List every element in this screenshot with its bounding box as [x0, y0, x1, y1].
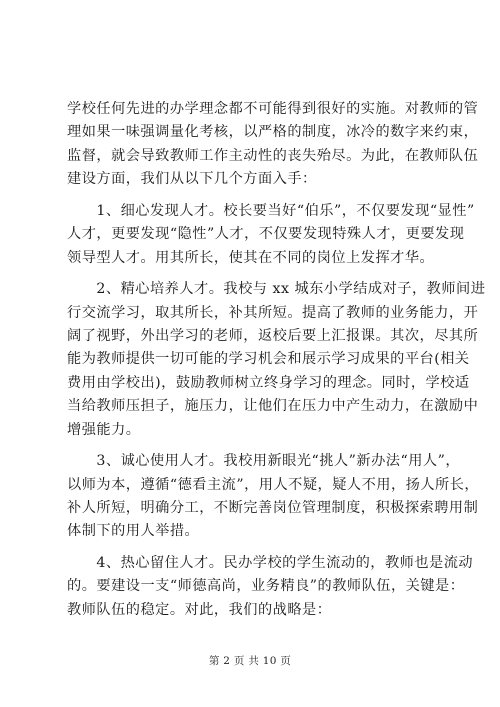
text-line: 理如果一味强调量化考核，以严格的制度，冰冷的数字来约束， — [67, 124, 479, 141]
text-line: 领导型人才。用其所长，使其在不同的岗位上发挥才华。 — [67, 249, 435, 266]
text-line: 增强能力。 — [67, 421, 141, 438]
text-line: 3、诚心使用人才。我校用新眼光“挑人”新办法“用人”， — [67, 453, 461, 470]
paragraph-intro — [67, 98, 479, 192]
page-number-footer: 第 2 页 共 10 页 — [208, 655, 292, 667]
text-line: 补人所短，明确分工，不断完善岗位管理制度，积极探索聘用制 — [67, 500, 479, 517]
text-line: 1、细心发现人才。校长要当好“伯乐”，不仅要发现“显性” — [67, 202, 475, 219]
text-line: 阔了视野，外出学习的老师，返校后要上汇报课。其次，尽其所 — [67, 328, 479, 345]
text-line: 4、热心留住人才。民办学校的学生流动的，教师也是流动 — [67, 555, 474, 572]
text-line: 行交流学习，取其所长，补其所短。提高了教师的业务能力，开 — [67, 304, 479, 321]
text-line: 教师队伍的稳定。对此，我们的战略是： — [67, 601, 332, 618]
text-line: 的。要建设一支“师德高尚，业务精良”的教师队伍，关键是： — [67, 578, 465, 595]
text-line: 2、精心培养人才。我校与 xx 城东小学结成对子，教师间进 — [67, 281, 486, 298]
text-line: 费用由学校出)，鼓励教师树立终身学习的理念。同时，学校适 — [67, 374, 470, 391]
document-body — [67, 98, 486, 630]
text-line: 以师为本，遵循“德看主流”，用人不疑，疑人不用，扬人所长， — [67, 476, 480, 493]
text-line: 能为教师提供一切可能的学习机会和展示学习成果的平台(相关 — [67, 351, 470, 368]
paragraph-use-talent — [67, 450, 480, 544]
paragraph-discover-talent — [67, 200, 475, 270]
paragraph-cultivate-talent — [67, 278, 486, 442]
paragraph-retain-talent — [67, 552, 474, 622]
text-line: 体制下的用人举措。 — [67, 523, 200, 540]
text-line: 建设方面，我们从以下几个方面入手： — [67, 171, 317, 188]
text-line: 人才，更要发现“隐性”人才，不仅要发现特殊人才，更要发现 — [67, 226, 465, 243]
text-line: 监督，就会导致教师工作主动性的丧失殆尽。为此，在教师队伍 — [67, 147, 479, 164]
text-line: 当给教师压担子，施压力，让他们在压力中产生动力，在激励中 — [67, 398, 479, 415]
text-line: 学校任何先进的办学理念都不可能得到很好的实施。对教师的管 — [67, 101, 479, 117]
